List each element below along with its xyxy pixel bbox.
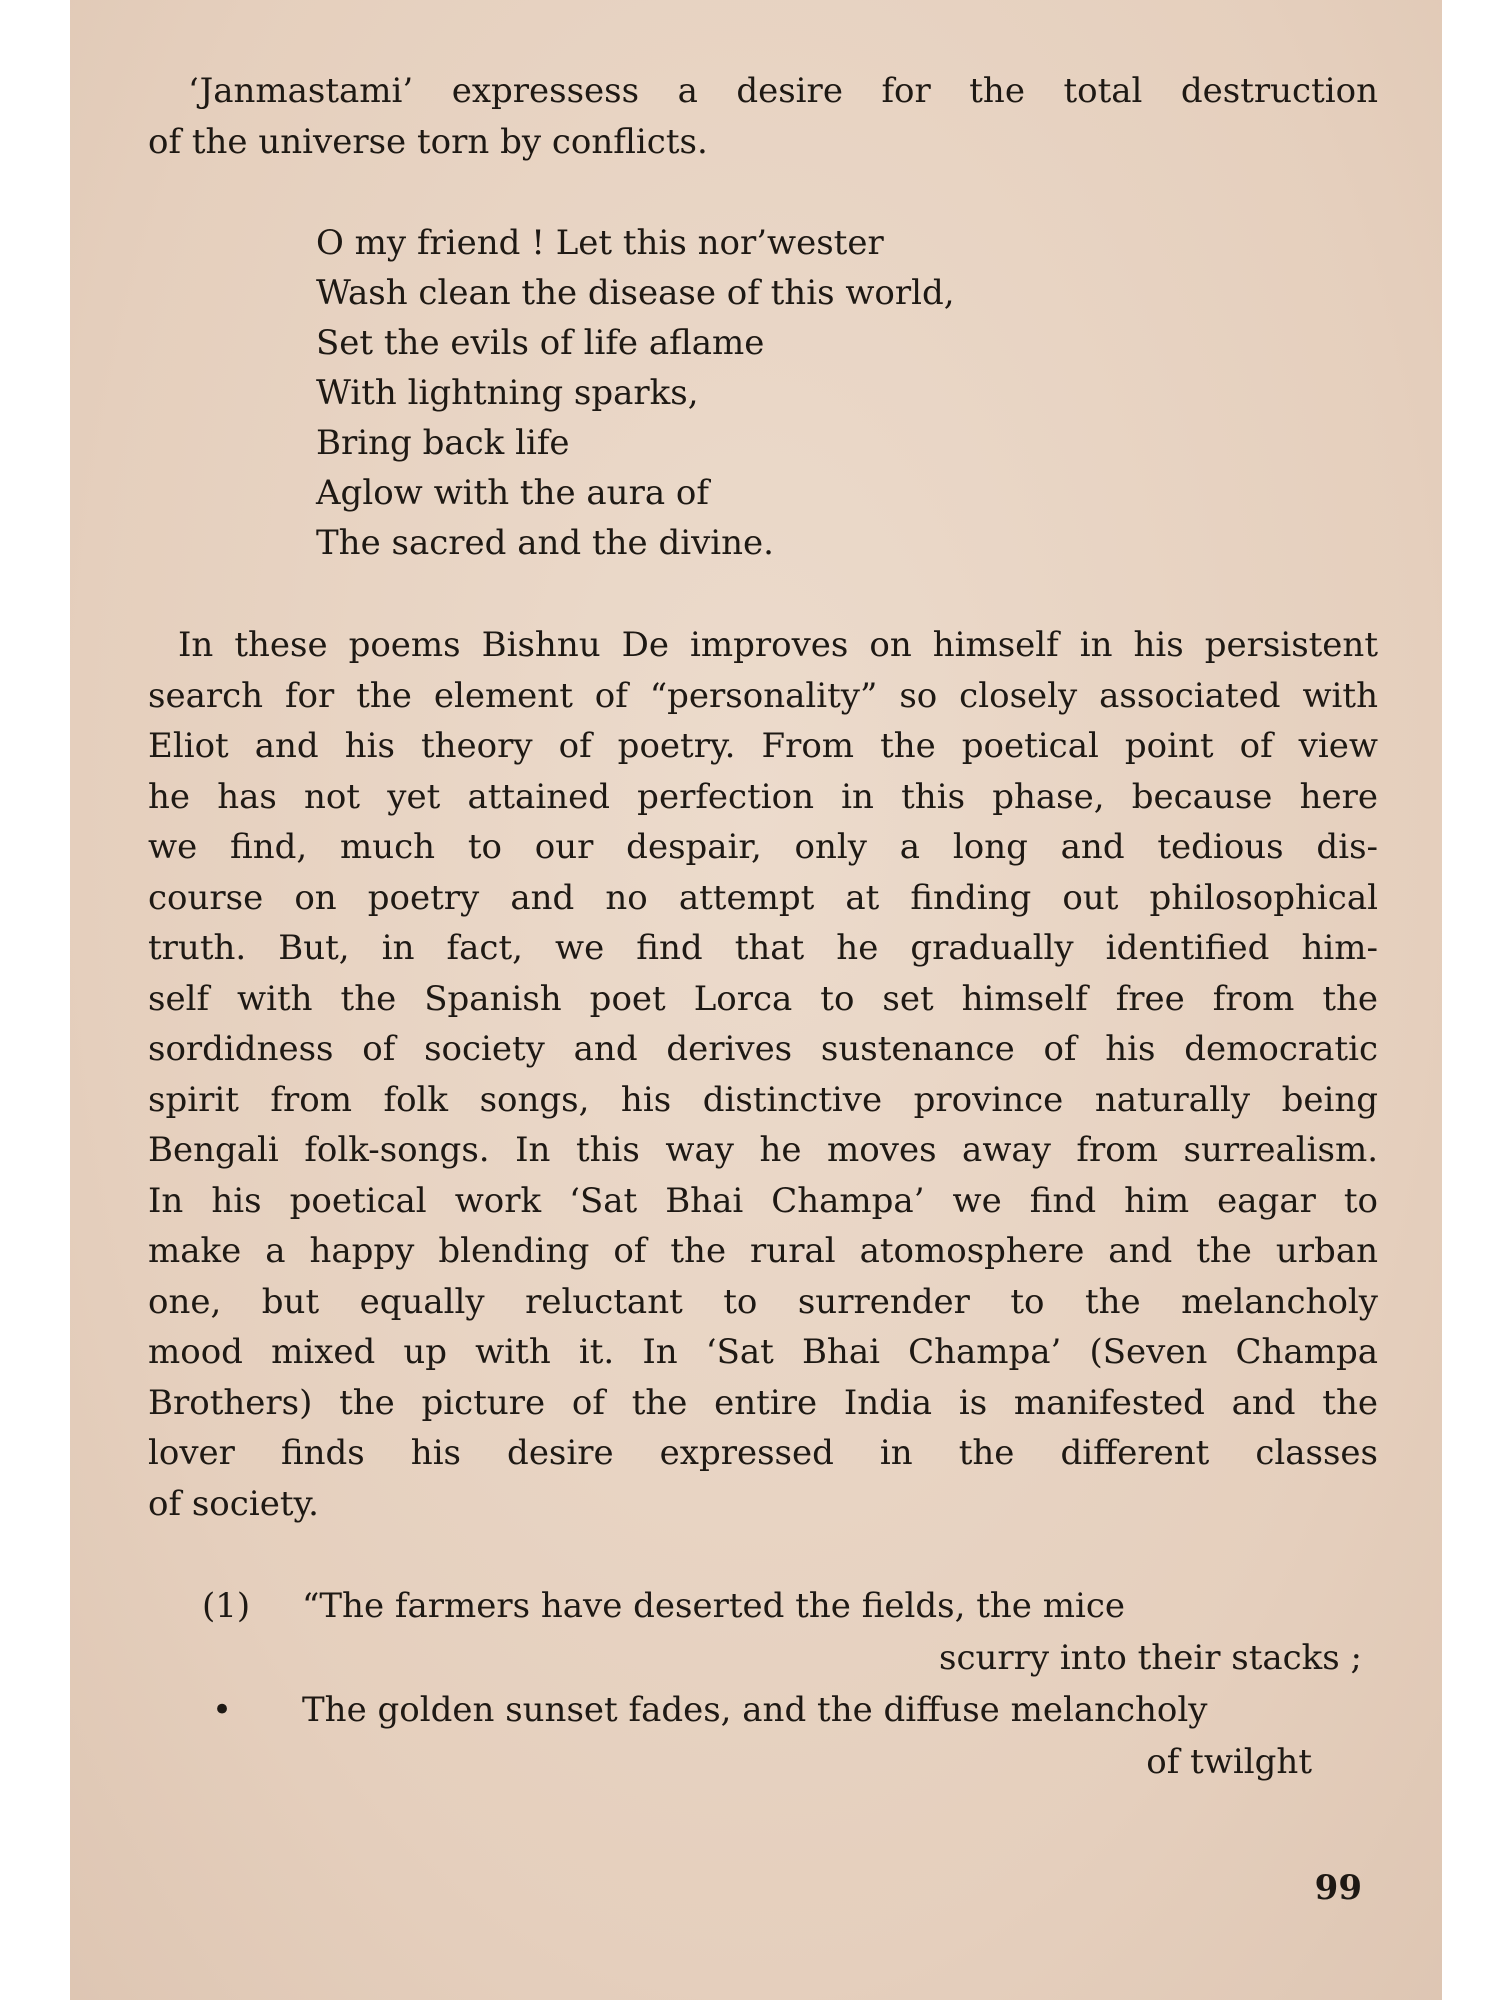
quote-row (202, 1736, 1362, 1788)
body-line: Brothers) the picture of the entire India is manifested and the (148, 1382, 1378, 1423)
body-line: we find, much to our despair, only a long and tedious dis- (148, 827, 1378, 867)
body-line: one, but equally reluctant to surrender to the melancholy (148, 1281, 1378, 1322)
body-line: he has not yet attained perfection in this phase, because here (148, 776, 1378, 817)
verse-block (316, 218, 955, 568)
quote-line: The golden sunset fades, and the diffuse melancholy (302, 1690, 1208, 1730)
verse-line: The sacred and the divine. (316, 523, 774, 563)
intro-paragraph (148, 66, 1378, 167)
verse-line: Wash clean the disease of this world, (316, 273, 955, 313)
body-line: sordidness of society and derives sustenance of his democratic (148, 1029, 1378, 1069)
quote-line: “The farmers have deserted the fields, the mice (302, 1586, 1125, 1626)
quote-block (202, 1580, 1362, 1788)
body-line: In his poetical work ‘Sat Bhai Champa’ we find him eagar to (148, 1180, 1378, 1221)
body-line: search for the element of “personality” so closely associated with (148, 675, 1378, 716)
quote-number: (1) (202, 1586, 251, 1626)
body-line: truth. But, in fact, we find that he gradually identified him- (148, 928, 1378, 968)
body-line: make a happy blending of the rural atomosphere and the urban (148, 1231, 1378, 1271)
body-line: self with the Spanish poet Lorca to set himself free from the (148, 978, 1378, 1019)
quote-row (202, 1580, 1362, 1632)
verse-line: Bring back life (316, 423, 570, 463)
quote-row (202, 1684, 1362, 1736)
quote-row (202, 1632, 1362, 1684)
body-line: In these poems Bishnu De improves on himself in his persistent (178, 625, 1378, 665)
verse-line: With lightning sparks, (316, 373, 699, 413)
book-page (70, 0, 1442, 2000)
body-paragraph (148, 620, 1378, 1529)
intro-line: of the universe torn by conflicts. (148, 121, 708, 162)
verse-line: Aglow with the aura of (316, 473, 709, 513)
page-number: 99 (1314, 1868, 1362, 1908)
body-line: mood mixed up with it. In ‘Sat Bhai Champa’ (Seven Champa (148, 1332, 1378, 1372)
quote-line-continuation: of twilght (1146, 1742, 1312, 1782)
quote-line-continuation: scurry into their stacks ; (939, 1638, 1362, 1678)
body-line: Bengali folk-songs. In this way he moves away from surrealism. (148, 1130, 1378, 1170)
intro-line: ‘Janmastami’ expressess a desire for the total destruction (188, 71, 1378, 111)
body-line: course on poetry and no attempt at finding out philosophical (148, 877, 1378, 918)
body-line: of society. (148, 1483, 319, 1524)
bullet-mark: • (212, 1690, 233, 1730)
verse-line: Set the evils of life aflame (316, 323, 765, 363)
body-line: Eliot and his theory of poetry. From the poetical point of view (148, 726, 1378, 766)
verse-line: O my friend ! Let this nor’wester (316, 223, 884, 263)
body-line: lover finds his desire expressed in the different classes (148, 1433, 1378, 1473)
body-line: spirit from folk songs, his distinctive province naturally being (148, 1079, 1378, 1120)
